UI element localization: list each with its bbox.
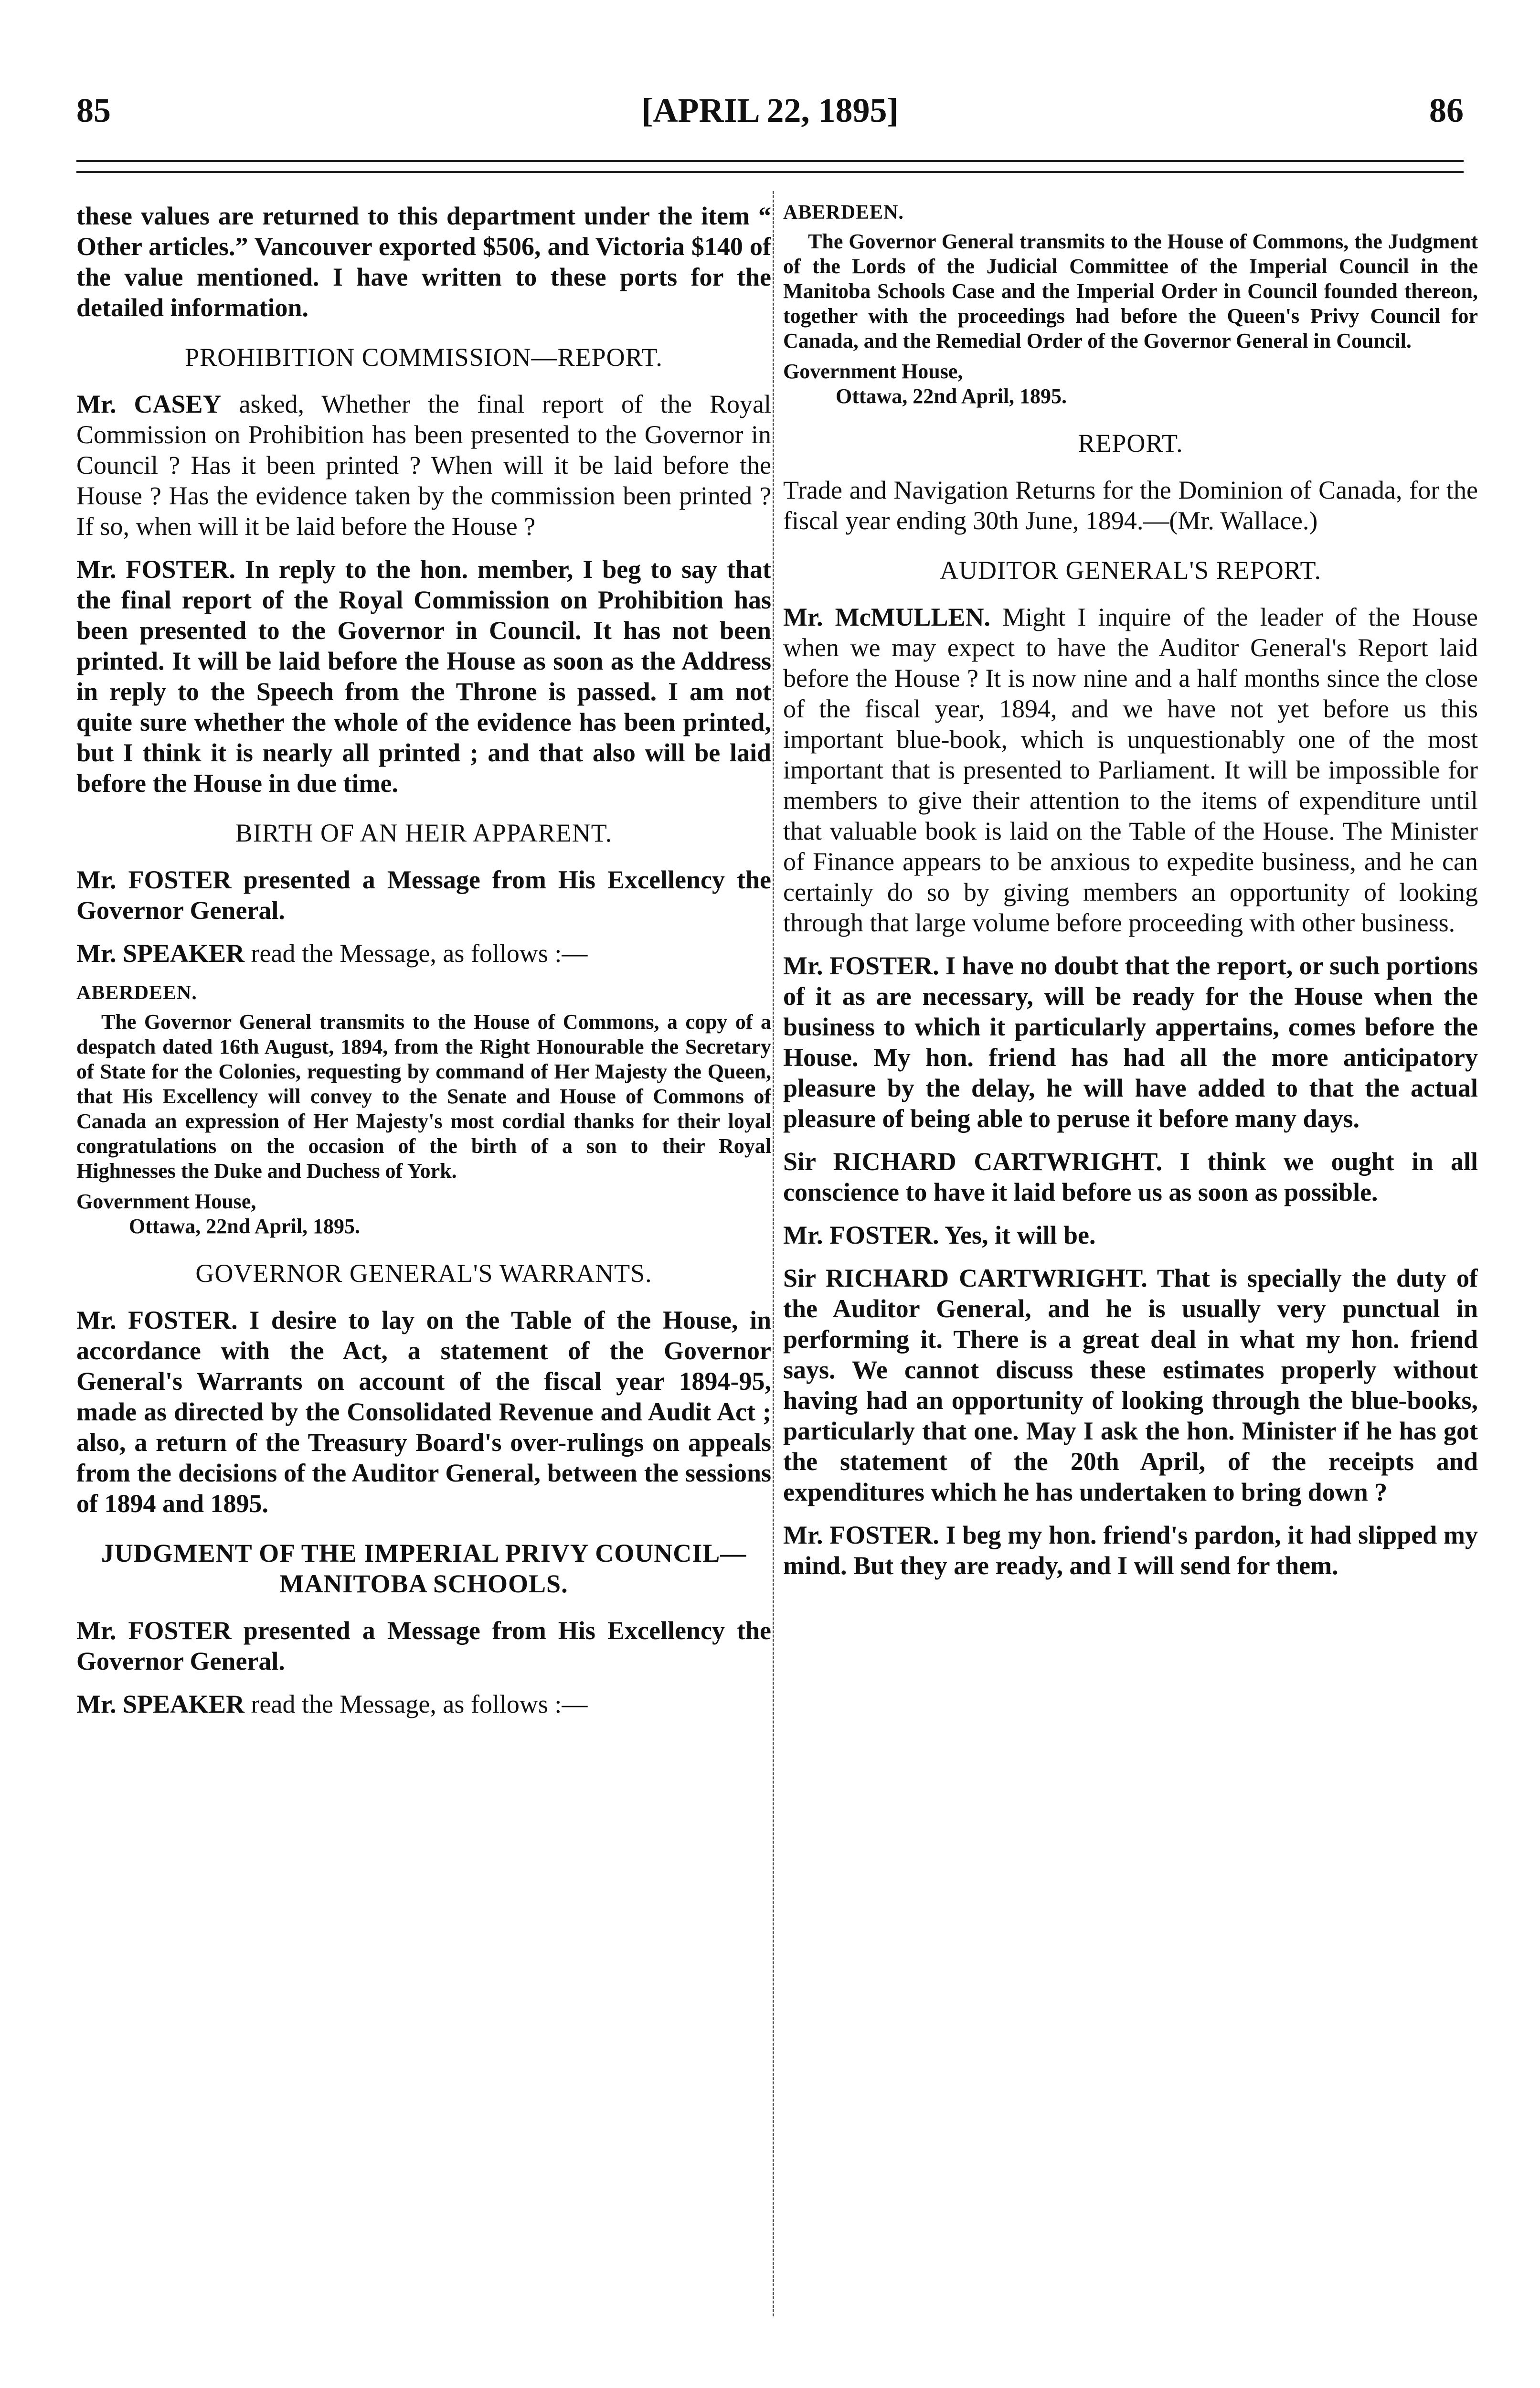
speech-text: presented a Message from His Excellency the Governor General. <box>76 1616 771 1675</box>
paragraph-foster-reply <box>76 554 771 799</box>
speaker-name: Mr. FOSTER. <box>76 555 235 584</box>
signature-aberdeen: ABERDEEN. <box>76 982 197 1004</box>
header-rule-top <box>76 160 1464 162</box>
paragraph-mcmullen <box>783 602 1478 938</box>
paragraph-cartwright-1 <box>783 1146 1478 1207</box>
header-rule-bottom <box>76 171 1464 173</box>
heading-report: REPORT. <box>1078 429 1183 458</box>
speaker-name: Mr. SPEAKER <box>76 1690 245 1718</box>
speaker-name: Sir RICHARD CARTWRIGHT. <box>783 1264 1147 1292</box>
speech-text: In reply to the hon. member, I beg to say that the final report of the Royal Commission on Prohibition has been presented to the Governor in Council. It has not been printed. It will be laid before the House as soon as the Address in reply to the Speech from the Throne is passed. I am not quite sure whether the whole of the evidence has been printed, but I think it is nearly all printed ; and that also will be laid before the House in due time. <box>76 555 771 798</box>
speaker-name: Sir RICHARD CARTWRIGHT. <box>783 1147 1162 1176</box>
message-judgment: The Governor General transmits to the House of Commons, the Judgment of the Lords of the Judicial Committee of the Imperial Council in the Manitoba Schools Case and the Imperial Order in Council founded thereon, together with the proceedings had before the Queen's Privy Council for Canada, and the Remedial Order of the Governor General in Council. <box>783 230 1478 352</box>
speech-text: read the Message, as follows :— <box>244 1690 588 1718</box>
paragraph-foster-yes <box>783 1220 1478 1250</box>
message-despatch: The Governor General transmits to the House of Commons, a copy of a despatch dated 16th August, 1894, from the Right Honourable the Secretary of State for the Colonies, requesting by command of Her Majesty the Queen, that His Excellency will convey to the Senate and House of Commons of Canada an expression of Her Majesty's most cordial thanks for their loyal congratulations on the occasion of the birth of a son to their Royal Highnesses the Duke and Duchess of York. <box>76 1010 771 1183</box>
ottawa-date-line: Ottawa, 22nd April, 1895. <box>129 1215 361 1238</box>
paragraph-cartwright-2 <box>783 1263 1478 1507</box>
speech-text: I beg my hon. friend's pardon, it had slipped my mind. But they are ready, and I will send for them. <box>783 1521 1478 1580</box>
speech-text: asked, Whether the final report of the Royal Commission on Prohibition has been presented to the Governor in Council ? Has it been printed ? When will it be laid before the House ? Has the evidence taken by the commission been printed ? If so, when will it be laid before the House ? <box>76 390 771 541</box>
page-header <box>76 91 1464 143</box>
heading-judgment: JUDGMENT OF THE IMPERIAL PRIVY COUNCIL—MANITOBA SCHOOLS. <box>101 1539 747 1598</box>
paragraph-foster-auditor <box>783 950 1478 1134</box>
ottawa-date-line-2: Ottawa, 22nd April, 1895. <box>836 384 1067 408</box>
page-number-right: 86 <box>1429 91 1464 129</box>
paragraph-casey <box>76 389 771 542</box>
paragraph-trade-returns: Trade and Navigation Returns for the Dominion of Canada, for the fiscal year ending 30th June, 1894.—(Mr. Wallace.) <box>783 476 1478 535</box>
heading-warrants: GOVERNOR GENERAL'S WARRANTS. <box>195 1259 652 1288</box>
speech-text: Yes, it will be. <box>939 1221 1096 1249</box>
speaker-name: Mr. CASEY <box>76 390 222 418</box>
government-house-line-2: Government House, <box>783 360 963 383</box>
page-date: [APRIL 22, 1895] <box>641 91 899 129</box>
paragraph-values: these values are returned to this department under the item “ Other articles.” Vancouver exported $506, and Victoria $140 of the value mentioned. I have written to these ports for the detailed information. <box>76 202 771 322</box>
speech-text: Might I inquire of the leader of the House when we may expect to have the Auditor General's Report laid before the House ? It is now nine and a half months since the close of the fiscal year, 1894, and we have not yet before us this important blue-book, which is unquestionably one of the most important that is presented to Parliament. It will be impossible for members to give their attention to the items of expenditure until that valuable book is laid on the Table of the House. The Minister of Finance appears to be anxious to expedite business, and he can certainly do so by giving members an opportunity of looking through that large volume before proceeding with other business. <box>783 603 1478 937</box>
heading-birth-heir: BIRTH OF AN HEIR APPARENT. <box>235 819 613 847</box>
speaker-name: Mr. FOSTER. <box>783 1221 939 1249</box>
speech-text: That is specially the duty of the Auditor General, and he is usually very punctual in performing it. There is a great deal in what my hon. friend says. We cannot discuss these estimates properly without having had an opportunity of looking through the blue-books, particularly that one. May I ask the hon. Minister if he has got the statement of the 20th April, of the receipts and expenditures which he has undertaken to bring down ? <box>783 1264 1478 1506</box>
speaker-name: Mr. FOSTER <box>76 865 232 894</box>
speaker-name: Mr. FOSTER. <box>783 951 939 980</box>
speech-text: presented a Message from His Excellency the Governor General. <box>76 865 771 925</box>
column-divider <box>773 191 774 2316</box>
speaker-name: Mr. McMULLEN. <box>783 603 991 631</box>
paragraph-foster-warrants <box>76 1305 771 1519</box>
speech-text: read the Message, as follows :— <box>244 939 588 968</box>
left-column <box>76 201 771 2359</box>
paragraph-foster-message <box>76 864 771 926</box>
paragraph-foster-message-2 <box>76 1615 771 1676</box>
page-number-left: 85 <box>76 91 111 129</box>
paragraph-speaker-read-2 <box>76 1689 771 1719</box>
right-column <box>783 201 1478 2359</box>
signature-aberdeen-2: ABERDEEN. <box>783 202 904 224</box>
speaker-name: Mr. SPEAKER <box>76 939 245 968</box>
paragraph-foster-pardon <box>783 1520 1478 1581</box>
speech-text: I have no doubt that the report, or such portions of it as are necessary, will be ready for the House when the business to which it particularly appertains, comes before the House. My hon. friend has had all the more anticipatory pleasure by the delay, he will have added to that the actual pleasure of being able to peruse it before many days. <box>783 951 1478 1133</box>
speaker-name: Mr. FOSTER <box>76 1616 232 1645</box>
heading-prohibition: PROHIBITION COMMISSION—REPORT. <box>185 343 663 372</box>
speaker-name: Mr. FOSTER. <box>783 1521 939 1549</box>
paragraph-speaker-read <box>76 938 771 969</box>
speech-text: I think we ought in all conscience to have it laid before us as soon as possible. <box>783 1147 1478 1206</box>
heading-auditor: AUDITOR GENERAL'S REPORT. <box>939 556 1321 585</box>
government-house-line: Government House, <box>76 1190 256 1213</box>
speaker-name: Mr. FOSTER. <box>76 1306 238 1334</box>
speech-text: I desire to lay on the Table of the House, in accordance with the Act, a statement of the Governor General's Warrants on account of the fiscal year 1894-95, made as directed by the Consolidated Revenue and Audit Act ; also, a return of the Treasury Board's over-rulings on appeals from the decisions of the Auditor General, between the sessions of 1894 and 1895. <box>76 1306 771 1518</box>
